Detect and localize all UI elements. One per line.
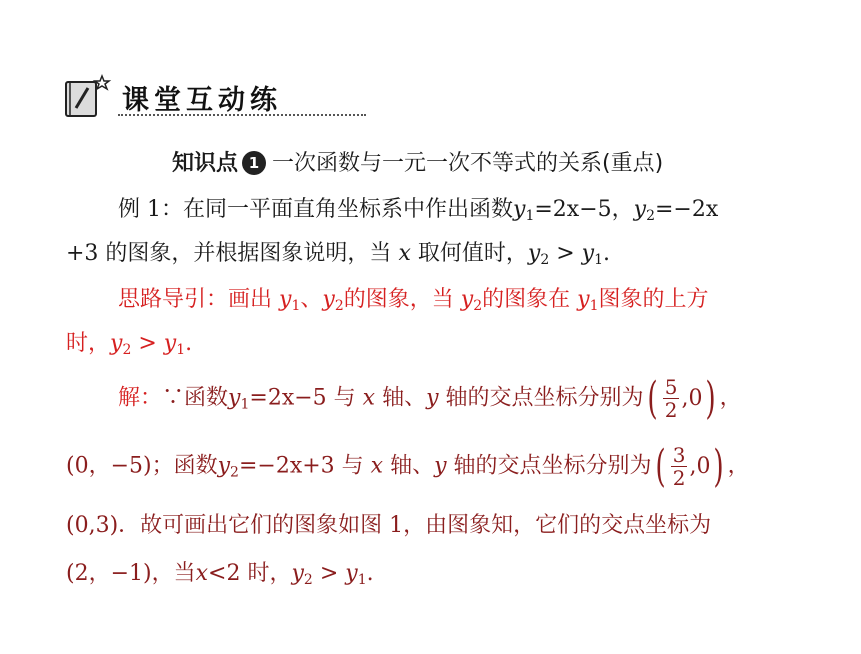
frac1-numerator: 5	[664, 375, 678, 399]
header-divider	[118, 114, 366, 116]
hint-line-1: 思路导引：画出 $y_1$、$y_2$的图象，当 $y_2$的图象在 $y_1$图象的上方	[118, 287, 709, 314]
frac2-tail: ,0	[689, 454, 711, 479]
frac2-denominator: 2	[672, 466, 686, 490]
hint-text4: 的图象在	[482, 287, 571, 312]
solution-s3: 轴的交点坐标分别为	[445, 385, 644, 411]
solution-line2-s2: 轴、	[390, 453, 435, 479]
fraction-point-1: ( $\frac{5}{2}$ ,0 )	[646, 372, 717, 424]
knowledge-point-heading	[172, 146, 663, 177]
hint-label: 思路导引：	[118, 287, 229, 312]
hint-text5: 图象的上方	[598, 287, 709, 312]
example-y1-eq: =2x−5，	[534, 197, 634, 222]
example-line-1: 例 1：在同一平面直角坐标系中作出函数$y_1=2x-5$，$y_2=-2x$	[118, 197, 719, 224]
frac2-numerator: 3	[672, 443, 686, 467]
solution-line-3: (0,3)．故可画出它们的图象如图 1，由图象知，它们的交点坐标为	[66, 513, 712, 538]
hint-line2-text: 时，	[66, 331, 111, 356]
solution-line-4: (2，−1)，当x<2 时，$y_2 > y_1$.	[66, 561, 374, 588]
knowledge-point-badge: 1	[242, 151, 266, 175]
section-header	[62, 64, 322, 124]
knowledge-point-text: 一次函数与一元一次不等式的关系(重点)	[272, 151, 664, 176]
example-line-2: +3 的图象，并根据图象说明，当 x 取何值时，$y_2 > y_1$.	[66, 241, 611, 268]
fraction-point-2: ( $\frac{3}{2}$ ,0 )	[654, 440, 725, 492]
solution-s2: 轴、	[382, 385, 427, 411]
hint-text1: 画出	[228, 287, 273, 312]
solution-line-2: (0，−5)；函数$y_2=-2x+3$ 与 x 轴、y 轴的交点坐标分别为 ( $\frac{3}{2}$ ,0 ) ，	[66, 440, 750, 492]
example-y2-eq: =−2x	[655, 197, 719, 222]
solution-line2-b: =−2x+3 与	[238, 453, 364, 479]
solution-label: 解：	[118, 385, 163, 411]
solution-line2-a: (0，−5)；函数	[66, 453, 218, 479]
solution-line-1: 解：∵函数$y_1=2x-5$ 与 x 轴、y 轴的交点坐标分别为 ( $\frac{5}{2}$ ,0 ) ，	[118, 372, 742, 424]
solution-line2-s3: 轴的交点坐标分别为	[453, 453, 652, 479]
knowledge-point-label: 知识点	[172, 151, 239, 176]
solution-line4-b: <2 时，	[208, 561, 292, 586]
hint-text2: 、	[300, 287, 323, 312]
example-line2-mid: 取何值时，	[417, 241, 528, 266]
example-line2-start: +3 的图象，并根据图象说明，当	[66, 241, 392, 266]
notebook-pencil-icon	[62, 72, 114, 120]
section-title: 课堂互动练	[122, 85, 282, 116]
example-prefix: 例 1：在同一平面直角坐标系中作出函数	[118, 197, 513, 222]
solution-because: ∵函数	[162, 385, 229, 411]
frac1-denominator: 2	[664, 398, 678, 422]
hint-line-2: 时，$y_2 > y_1$.	[66, 331, 193, 358]
solution-s1: =2x−5 与	[249, 385, 356, 411]
frac1-tail: ,0	[681, 386, 703, 411]
hint-text3: 的图象，当	[343, 287, 454, 312]
solution-line4-a: (2，−1)，当	[66, 561, 196, 586]
